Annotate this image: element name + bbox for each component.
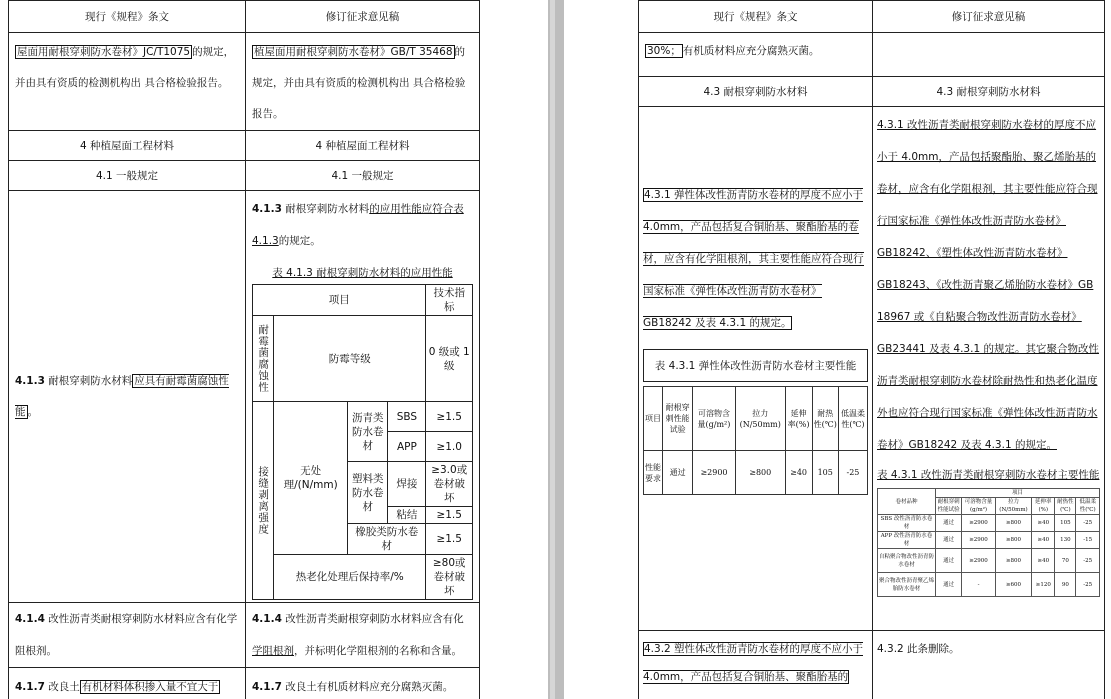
t431-r5: 105: [812, 451, 838, 495]
t413-asphalt: 沥青类防水卷材: [348, 402, 388, 462]
t413-header-item: 项目: [253, 285, 426, 316]
section-41-current: 4.1 一般规定: [9, 161, 246, 191]
table-row: 自粘聚合物改性沥青防水卷材: [878, 549, 936, 573]
t431-r4: ≥40: [785, 451, 812, 495]
text: 的规定，并由具有资质的检测机构出 具合格检验报告。: [15, 46, 235, 89]
clause-431-current: [639, 107, 873, 631]
text: 改良土有机质材料应充分腐熟灭菌。: [285, 681, 454, 693]
t431-r2: ≥2900: [693, 451, 736, 495]
row1-revised: [246, 33, 480, 131]
section-43-current: 4.3 耐根穿刺防水材料: [639, 77, 873, 107]
boxed-text: 有机材料体积掺入量不宜大于: [81, 681, 219, 693]
t413-rubber: 橡胶类防水卷材: [348, 524, 426, 555]
cell: 90: [1055, 573, 1076, 597]
page-gutter: [548, 0, 564, 699]
t413-mold-val: 0 级或 1 级: [426, 316, 473, 402]
right-page: [564, 0, 1111, 699]
t431-h3: 拉力(N/50mm): [735, 387, 785, 451]
text: 改性沥青类耐根穿刺防水材料应含有化: [285, 613, 464, 625]
cell: ≥2900: [962, 549, 996, 573]
section-4-current: 4 种植屋面工程材料: [9, 131, 246, 161]
t431r-h6: 低温柔性(℃): [1076, 498, 1100, 515]
clause-number: 4.1.7: [252, 681, 282, 693]
boxed-text: 植屋面用耐根穿刺防水卷材》GB/T 35468: [254, 46, 453, 58]
text: 的规定，并由具有资质的检测机构出 具合格检验报告。: [252, 46, 466, 120]
t431-h0: 项目: [644, 387, 663, 451]
table-431r-caption: 表 4.3.1 改性沥青类耐根穿刺防水卷材主要性能: [877, 469, 1100, 481]
t431-r3: ≥800: [735, 451, 785, 495]
clause-431r-text: 4.3.1 改性沥青类耐根穿刺防水卷材的厚度不应小于 4.0mm，产品包括聚酯胎、聚乙烯胎基的卷材，应含有化学阻根剂，其主要性能应符合现行国家标准《弹性体改性沥青防水卷材》GB18242、《塑性体改性沥青防水卷材》GB18243、《改性沥青聚乙烯胎防水卷材》GB 18967 或《自粘聚合物改性沥青防水卷材》GB23441 及表 4.3.1 的规定。其它聚合物改性沥青类耐根穿刺防水卷材除耐热性和热老化温度外也应符合现行国家标准《弹性体改性沥青防水卷材》GB18242 及表 4.3.1 的规定。: [877, 119, 1099, 451]
clause-413-revised: [246, 191, 480, 603]
t413-mold-item: 防霉等级: [274, 316, 426, 402]
cell: ≥800: [995, 532, 1031, 549]
cell: ≥40: [1032, 515, 1055, 532]
t431-r6: -25: [838, 451, 867, 495]
t413-untreated: 无处理/(N/mm): [274, 402, 348, 555]
boxed-text: 屋面用耐根穿刺防水卷材》JC/T1075: [17, 46, 191, 58]
t431r-h3: 拉力(N/50mm): [995, 498, 1031, 515]
t431r-h0: 卷材品种: [878, 489, 936, 515]
cell: 通过: [936, 515, 962, 532]
t413-weld-val: ≥3.0或卷材破坏: [426, 462, 473, 507]
row1-revised-r: [873, 33, 1105, 77]
section-4-revised: 4 种植屋面工程材料: [246, 131, 480, 161]
header-current-r: 现行《规程》条文: [639, 1, 873, 33]
clause-number: 4.1.4: [252, 613, 282, 625]
text: 耐根穿刺防水材料: [285, 203, 370, 215]
cell: 105: [1055, 515, 1076, 532]
cell: -25: [1076, 515, 1100, 532]
text: ，并标明化学阻根剂的名称和含量。: [294, 645, 462, 657]
table-431-caption: 表 4.3.1 弹性体改性沥青防水卷材主要性能: [643, 349, 868, 382]
boxed-text: 30%；: [647, 45, 681, 57]
clause-432-current: 4.3.2 塑性体改性沥青防水卷材的厚度不应小于 4.0mm，产品包括复合铜胎基、聚酯胎基的: [639, 631, 873, 699]
t431r-h4: 延伸率(%): [1032, 498, 1055, 515]
text: 改良土: [48, 681, 80, 693]
t431-h4: 延伸率(%): [785, 387, 812, 451]
t413-mold: 耐霉菌腐蚀性: [253, 316, 274, 402]
t431r-top: 项目: [936, 489, 1100, 498]
t413-weld: 焊接: [388, 462, 426, 507]
row1-current: [9, 33, 246, 131]
text: 耐根穿刺防水材料: [48, 374, 133, 387]
cell: 通过: [936, 549, 962, 573]
clause-417-revised: [246, 668, 480, 699]
row1-current-r: [639, 33, 873, 77]
t431-h2: 可溶物含量(g/m²): [693, 387, 736, 451]
cell: ≥40: [1032, 532, 1055, 549]
t431-h1: 耐根穿刺性能试验: [663, 387, 693, 451]
cell: ≥2900: [962, 532, 996, 549]
clause-431-revised: [873, 107, 1105, 631]
clause-417-current: [9, 668, 246, 699]
cell: 130: [1055, 532, 1076, 549]
header-revised-r: 修订征求意见稿: [873, 1, 1105, 33]
cell: -15: [1076, 532, 1100, 549]
section-41-revised: 4.1 一般规定: [246, 161, 480, 191]
cell: ≥40: [1032, 549, 1055, 573]
clause-413-current: [9, 191, 246, 603]
cell: ≥120: [1032, 573, 1055, 597]
t431r-h1: 耐根穿刺性能试验: [936, 498, 962, 515]
clause-414-revised: [246, 603, 480, 668]
t413-aging: 热老化处理后保持率/%: [274, 555, 426, 600]
t413-sbs: SBS: [388, 402, 426, 432]
t431-r1: 通过: [663, 451, 693, 495]
header-current: 现行《规程》条文: [9, 1, 246, 33]
left-page: [0, 0, 548, 699]
boxed-text: 应具有耐霉菌腐蚀性能: [15, 374, 229, 418]
table-431: [643, 386, 868, 495]
table-row: SBS 改性沥青防水卷材: [878, 515, 936, 532]
text: 。: [27, 405, 38, 418]
table-431r: [877, 488, 1100, 597]
t413-plastic: 塑料类防水卷材: [348, 462, 388, 524]
clause-number: 4.1.7: [15, 681, 45, 693]
header-revised: 修订征求意见稿: [246, 1, 480, 33]
section-43-revised: 4.3 耐根穿刺防水材料: [873, 77, 1105, 107]
t413-sbs-val: ≥1.5: [426, 402, 473, 432]
clause-432-revised: 4.3.2 此条删除。: [873, 631, 1105, 699]
t431-h6: 低温柔性(℃): [838, 387, 867, 451]
cell: -: [962, 573, 996, 597]
t431r-h5: 耐热性(℃): [1055, 498, 1076, 515]
text: 改性沥青类耐根穿刺防水材料应含有化学阻根剂。: [15, 613, 238, 657]
clause-number: 4.1.4: [15, 613, 45, 625]
clause-number: 4.1.3: [252, 203, 282, 215]
t413-app: APP: [388, 432, 426, 462]
cell: ≥600: [995, 573, 1031, 597]
cell: 通过: [936, 573, 962, 597]
comparison-table-left: [8, 0, 480, 699]
table-413: [252, 284, 473, 600]
table-row: APP 改性沥青防水卷材: [878, 532, 936, 549]
t413-bond-val: ≥1.5: [426, 507, 473, 524]
t413-aging-val: ≥80或卷材破坏: [426, 555, 473, 600]
clause-414-current: [9, 603, 246, 668]
cell: ≥2900: [962, 515, 996, 532]
t413-rubber-val: ≥1.5: [426, 524, 473, 555]
t413-app-val: ≥1.0: [426, 432, 473, 462]
t431r-h2: 可溶物含量(g/m²): [962, 498, 996, 515]
cell: ≥800: [995, 549, 1031, 573]
clause-431-text: 4.3.1 弹性体改性沥青防水卷材的厚度不应小于 4.0mm，产品包括复合铜胎基、聚酯胎基的卷材，应含有化学阻根剂，其主要性能应符合现行国家标准《弹性体改性沥青防水卷材》GB18242 及表 4.3.1 的规定。: [643, 189, 864, 329]
cell: 通过: [936, 532, 962, 549]
t413-bond: 粘结: [388, 507, 426, 524]
t413-peel: 接缝剥离强度: [253, 402, 274, 600]
table-row: 聚合物改性沥青聚乙烯胎防水卷材: [878, 573, 936, 597]
t431-r0: 性能要求: [644, 451, 663, 495]
table-413-caption: 表 4.1.3 耐根穿刺防水材料的应用性能: [272, 267, 453, 279]
clause-number: 4.1.3: [15, 374, 45, 387]
text: 有机质材料应充分腐熟灭菌。: [682, 45, 820, 57]
cell: ≥800: [995, 515, 1031, 532]
underlined-text: 的应用性能应符合表 4.1.3: [252, 203, 464, 247]
t431-h5: 耐热性(℃): [812, 387, 838, 451]
comparison-table-right: [638, 0, 1105, 699]
cell: 70: [1055, 549, 1076, 573]
cell: -25: [1076, 573, 1100, 597]
text: 的规定。: [278, 235, 321, 247]
underlined-text: 学阻根剂: [252, 645, 294, 657]
cell: -25: [1076, 549, 1100, 573]
t413-header-tech: 技术指标: [426, 285, 473, 316]
